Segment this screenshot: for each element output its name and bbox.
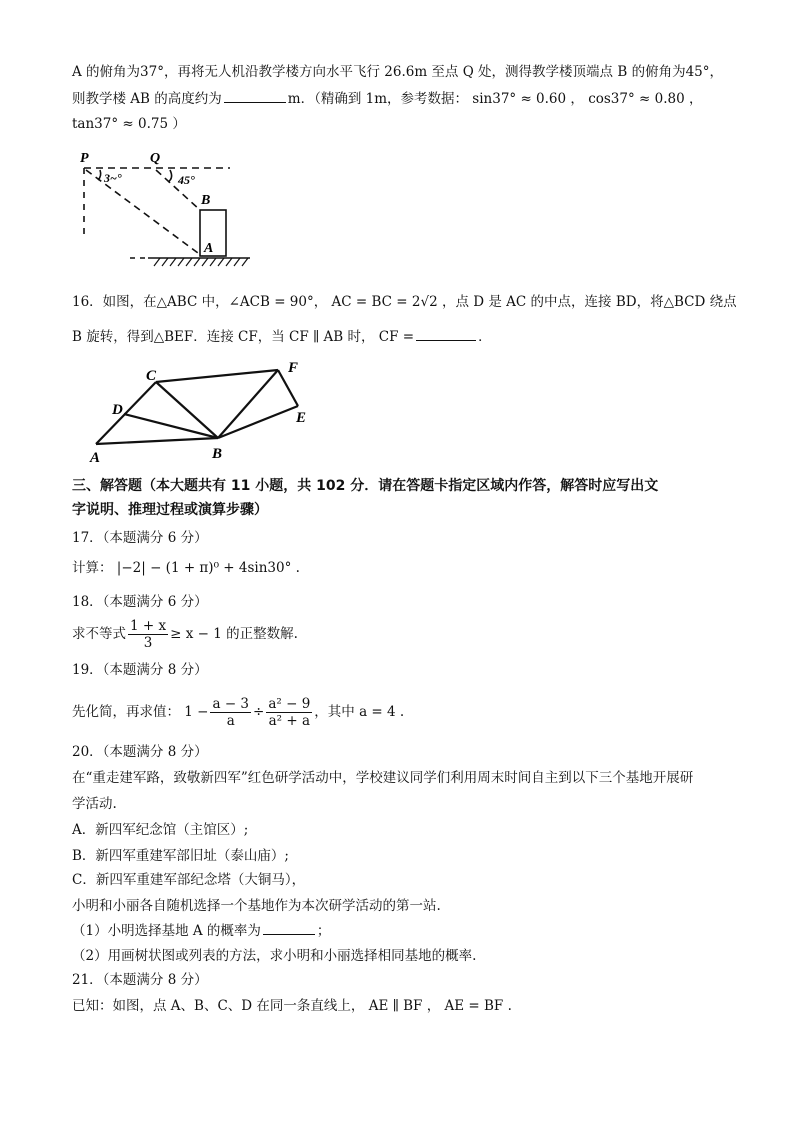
q15-line-3: tan37° ≈ 0.75 ） (72, 116, 186, 132)
q19-fraction-1 (210, 696, 251, 729)
q20-sub-1-post: ； (316, 923, 331, 939)
q18-numerator: 1 + x (130, 618, 167, 634)
q19-post: ，其中 a = 4 . (314, 704, 405, 720)
q15-line-1: A 的俯角为37°，再将无人机沿教学楼方向水平飞行 26.6m 至点 Q 处，测得教学楼顶端点 B 的俯角为45°， (72, 64, 723, 80)
q21-head: 21．（本题满分 8 分） (72, 972, 208, 988)
q16-line-2-pre: B 旋转，得到△BEF．连接 CF，当 CF ∥ AB 时， CF = (72, 329, 415, 345)
q20-sub-1-pre: （1）小明选择基地 A 的概率为 (72, 923, 261, 939)
q19-denominator-2: a² + a (268, 713, 311, 729)
q19-body (72, 690, 404, 734)
q20-sub-2: （2）用画树状图或列表的方法，求小明和小丽选择相同基地的概率. (72, 948, 477, 964)
q18-denominator: 3 (143, 635, 153, 651)
q15-line-2-post: m．（精确到 1m，参考数据： sin37° ≈ 0.60 ， cos37° ≈ 0.80 ， (287, 91, 703, 107)
q20-intro-2: 学活动. (72, 796, 117, 812)
q20-option-b: B．新四军重建军部旧址（泰山庙）; (72, 848, 289, 864)
q16-label-a: A (90, 450, 101, 466)
q17-head: 17．（本题满分 6 分） (72, 530, 208, 546)
q15-label-b: B (201, 193, 211, 208)
q21-body: 已知：如图，点 A、B、C、D 在同一条直线上， AE ∥ BF ， AE = BF . (72, 998, 512, 1014)
q15-line-2 (72, 88, 702, 109)
q16-label-f: F (288, 360, 299, 376)
q19-denominator-1: a (226, 713, 235, 729)
q19-fraction-2 (266, 696, 312, 729)
q15-answer-blank[interactable] (224, 88, 286, 103)
q16-line-2-post: ． (478, 329, 492, 345)
q15-label-angle-2: 45° (178, 173, 195, 187)
q16-label-d: D (112, 402, 123, 418)
q16-seg-cf (156, 370, 278, 382)
q16-seg-ac (96, 382, 156, 444)
q18-pre: 求不等式 (72, 626, 126, 642)
q15-angle-arc-2 (168, 170, 172, 182)
q15-ground-hatch (154, 258, 248, 266)
q16-figure (86, 356, 326, 468)
q20-answer-blank[interactable] (263, 920, 315, 935)
q18-body (72, 614, 298, 654)
section-3-title-line-2: 字说明、推理过程或演算步骤） (72, 502, 268, 518)
q15-label-p: P (80, 151, 89, 166)
q20-option-a: A．新四军纪念馆（主馆区）; (72, 822, 249, 838)
q20-head: 20．（本题满分 8 分） (72, 744, 208, 760)
q19-head: 19．（本题满分 8 分） (72, 662, 208, 678)
q15-label-angle-1: 3~° (104, 171, 122, 185)
q18-head: 18．（本题满分 6 分） (72, 594, 208, 610)
q18-fraction (128, 618, 168, 651)
q19-numerator-1: a − 3 (212, 696, 250, 712)
q19-divide: ÷ (253, 704, 265, 720)
q20-intro-1: 在“重走建军路，致敬新四军”红色研学活动中，学校建议同学们利用周末时间自主到以下三个基地开展研 (72, 770, 694, 786)
q20-option-c: C．新四军重建军部纪念塔（大铜马）， (72, 872, 306, 888)
q16-seg-be (218, 406, 298, 438)
q15-angle-arc-1 (98, 170, 101, 180)
q19-pre: 先化简，再求值： 1 − (72, 704, 209, 720)
q15-figure (70, 146, 260, 270)
q18-post: ≥ x − 1 的正整数解. (170, 626, 298, 642)
q16-label-b: B (212, 446, 223, 462)
q16-answer-blank[interactable] (416, 326, 476, 341)
q16-seg-bf (218, 370, 278, 438)
q20-description: 小明和小丽各自随机选择一个基地作为本次研学活动的第一站. (72, 898, 441, 914)
q16-line-1: 16．如图，在△ABC 中，∠ACB = 90°， AC = BC = 2√2 ，点 D 是 AC 的中点，连接 BD，将△BCD 绕点 (72, 294, 737, 310)
section-3-title-line-1: 三、解答题（本大题共有 11 小题，共 102 分．请在答题卡指定区域内作答，解答时应写出文 (72, 478, 659, 494)
q19-numerator-2: a² − 9 (268, 696, 311, 712)
q16-line-2 (72, 326, 492, 347)
q15-line-2-pre: 则教学楼 AB 的高度约为 (72, 91, 222, 107)
q16-label-e: E (296, 410, 307, 426)
q20-sub-1 (72, 920, 330, 941)
q16-seg-ab (96, 438, 218, 444)
q15-label-a: A (204, 241, 214, 256)
q15-label-q: Q (150, 151, 161, 166)
q17-body: 计算： |−2| − (1 + π)⁰ + 4sin30° . (72, 560, 300, 576)
q16-label-c: C (146, 368, 157, 384)
